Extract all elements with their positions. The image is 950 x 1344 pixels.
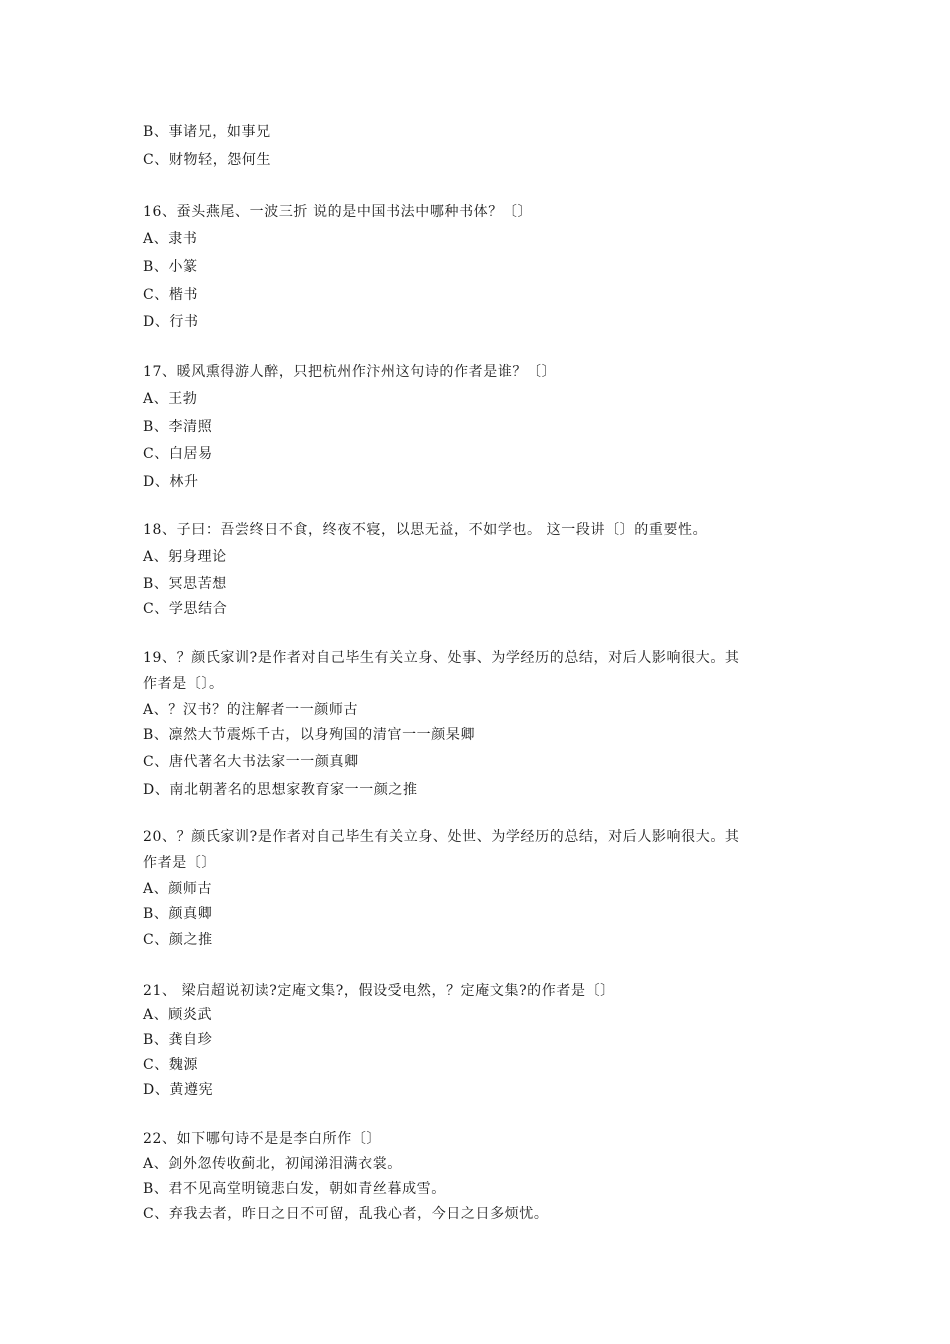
option-text: D、黄遵宪 <box>143 1082 214 1098</box>
question-text: 19、？颜氏家训?是作者对自己毕生有关立身、处事、为学经历的总结，对后人影响很大。其 <box>143 650 740 666</box>
option-text: A、隶书 <box>143 231 198 247</box>
option-text: C、楷书 <box>143 287 199 303</box>
option-text: B、龚自珍 <box>143 1032 213 1048</box>
option-text: C、白居易 <box>143 446 213 462</box>
option-text: A、躬身理论 <box>143 549 227 565</box>
question-text: 16、蚕头燕尾、一波三折 说的是中国书法中哪种书体？〔〕 <box>143 204 533 220</box>
option-text: C、学思结合 <box>143 601 228 617</box>
option-text: D、行书 <box>143 314 199 330</box>
question-text: 17、暖风熏得游人醉，只把杭州作汴州这句诗的作者是谁？〔〕 <box>143 364 557 380</box>
option-text: B、颜真卿 <box>143 906 213 922</box>
option-text: A、顾炎武 <box>143 1007 213 1023</box>
question-text: 18、子曰：吾尝终日不食，终夜不寝，以思无益，不如学也。 这一段讲〔〕的重要性。 <box>143 522 708 538</box>
option-text: B、事诸兄，如事兄 <box>143 124 271 140</box>
option-text: B、李清照 <box>143 419 213 435</box>
option-text: C、颜之推 <box>143 932 213 948</box>
option-text: C、魏源 <box>143 1057 199 1073</box>
option-text: A、颜师古 <box>143 881 213 897</box>
option-text: C、唐代著名大书法家一一颜真卿 <box>143 754 359 770</box>
question-text: 22、如下哪句诗不是是李白所作〔〕 <box>143 1131 382 1147</box>
question-text: 20、？颜氏家训?是作者对自己毕生有关立身、处世、为学经历的总结，对后人影响很大。其 <box>143 829 740 845</box>
question-text: 21、 梁启超说初读?定庵文集?，假设受电然，？定庵文集?的作者是〔〕 <box>143 983 615 999</box>
option-text: B、小篆 <box>143 259 198 275</box>
option-text: C、弃我去者，昨日之日不可留，乱我心者，今日之日多烦忧。 <box>143 1206 549 1222</box>
option-text: B、君不见高堂明镜悲白发，朝如青丝暮成雪。 <box>143 1181 446 1197</box>
option-text: C、财物轻，怨何生 <box>143 152 272 168</box>
option-text: B、凛然大节震烁千古，以身殉国的清官一一颜杲卿 <box>143 727 476 743</box>
option-text: B、冥思苦想 <box>143 576 227 592</box>
option-text: D、林升 <box>143 474 199 490</box>
option-text: D、南北朝著名的思想家教育家一一颜之推 <box>143 782 418 798</box>
question-text: 作者是〔〕 <box>143 855 216 871</box>
option-text: A、剑外忽传收蓟北，初闻涕泪满衣裳。 <box>143 1156 402 1172</box>
option-text: A、王勃 <box>143 391 198 407</box>
question-text: 作者是〔〕。 <box>143 676 224 692</box>
option-text: A、？汉书？的注解者一一颜师古 <box>143 702 359 718</box>
